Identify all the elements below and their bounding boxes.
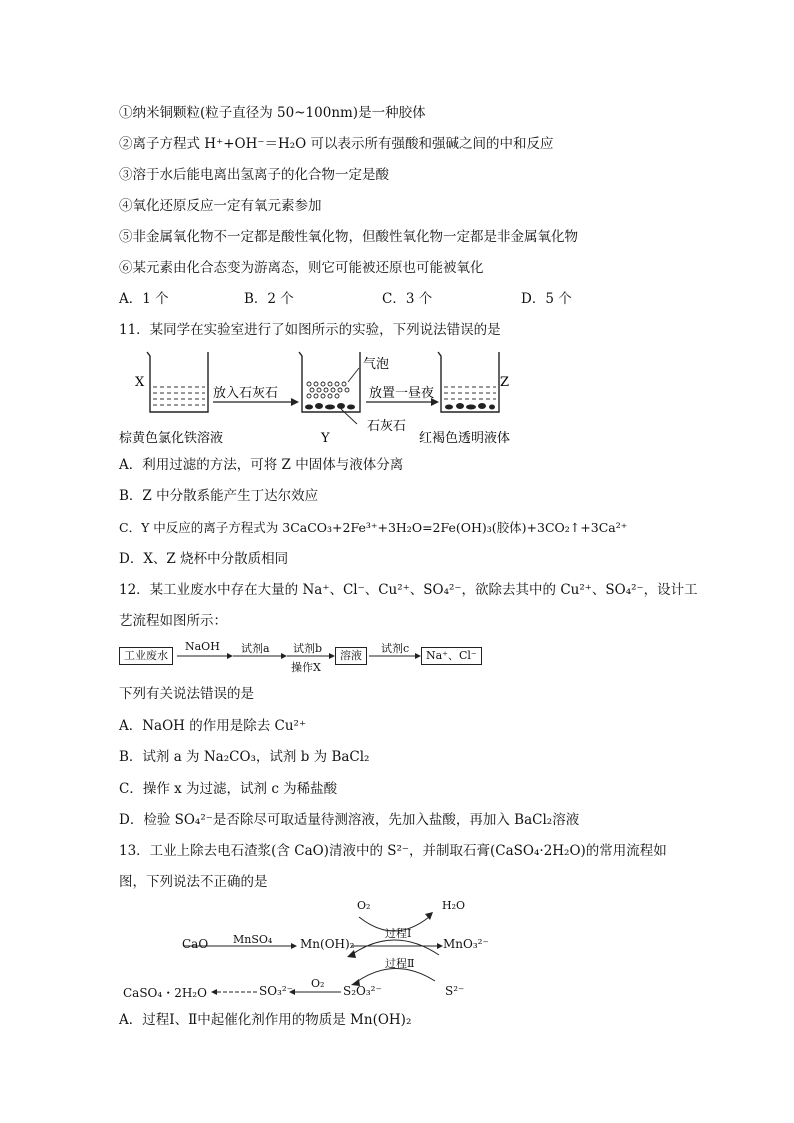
beaker-y — [299, 352, 360, 424]
q10-option-c: C．3 个 — [382, 291, 433, 307]
q11-option-a: A．利用过滤的方法，可将 Z 中固体与液体分离 — [119, 457, 404, 473]
q10-option-b: B．2 个 — [244, 291, 294, 307]
q12-flow-diagram — [119, 640, 479, 676]
flow-box-end: Na⁺、Cl⁻ — [421, 647, 482, 665]
label-so3: SO₃²⁻ — [259, 984, 294, 998]
q13-stem-line1: 13．工业上除去电石渣浆(含 CaO)清液中的 S²⁻，并制取石膏(CaSO₄·2H₂O)的常用流程如 — [119, 843, 667, 859]
label-bubble: 气泡 — [363, 357, 390, 372]
label-s2o3: S₂O₃²⁻ — [343, 984, 382, 998]
label-stone: 石灰石 — [367, 419, 407, 434]
label-mno3: MnO₃²⁻ — [443, 937, 489, 951]
q10-option-d: D．5 个 — [521, 291, 572, 307]
q13-cycle-diagram — [119, 897, 499, 1005]
label-h2o: H₂O — [442, 899, 466, 912]
flow-box-start: 工业废水 — [119, 647, 173, 665]
q12-option-c: C．操作 x 为过滤，试剂 c 为稀盐酸 — [119, 781, 338, 797]
label-mnoh2: Mn(OH)₂ — [300, 937, 355, 951]
q11-option-c: C．Y 中反应的离子方程式为 3CaCO₃+2Fe³⁺+3H₂O=2Fe(OH)₃(胶体)+3CO₂↑+3Ca²⁺ — [119, 520, 628, 535]
label-z: Z — [500, 375, 510, 390]
flow-operation-x: 操作X — [291, 661, 321, 674]
beaker-x — [147, 352, 208, 412]
q12-stem-line2: 艺流程如图所示： — [119, 613, 227, 629]
label-process-1: 过程Ⅰ — [385, 927, 412, 940]
label-x: X — [135, 375, 145, 390]
flow-reagent-c: 试剂c — [381, 642, 410, 655]
statement-2: ②离子方程式 H⁺+OH⁻＝H₂O 可以表示所有强酸和强碱之间的中和反应 — [119, 136, 554, 152]
label-cao: CaO — [182, 937, 209, 951]
q12-option-d: D．检验 SO₄²⁻是否除尽可取适量待测溶液，先加入盐酸，再加入 BaCl₂溶液 — [119, 812, 580, 828]
caption-left: 棕黄色氯化铁溶液 — [119, 431, 224, 446]
q13-option-a: A．过程Ⅰ、Ⅱ中起催化剂作用的物质是 Mn(OH)₂ — [119, 1012, 412, 1028]
label-s2: S²⁻ — [445, 984, 465, 998]
q12-option-a: A．NaOH 的作用是除去 Cu²⁺ — [119, 718, 307, 734]
label-o2-top: O₂ — [357, 899, 371, 912]
q10-option-a: A．1 个 — [119, 291, 169, 307]
statement-1: ①纳米铜颗粒(粒子直径为 50~100nm)是一种胶体 — [119, 105, 426, 121]
label-process-2: 过程Ⅱ — [385, 957, 415, 970]
label-gypsum: CaSO₄・2H₂O — [123, 986, 207, 1000]
q13-stem-line2: 图，下列说法不正确的是 — [119, 874, 268, 890]
caption-right: 红褐色透明液体 — [419, 431, 511, 446]
flow-reagent-naoh: NaOH — [185, 640, 220, 653]
statement-6: ⑥某元素由化合态变为游离态，则它可能被还原也可能被氧化 — [119, 260, 484, 276]
label-o2-bottom: O₂ — [311, 977, 325, 990]
flow-box-solution: 溶液 — [335, 647, 367, 665]
beaker-diagram — [119, 346, 539, 446]
label-mnso4: MnSO₄ — [233, 933, 273, 946]
q11-figure — [119, 346, 539, 446]
beaker-z — [438, 352, 499, 412]
q12-option-b: B．试剂 a 为 Na₂CO₃，试剂 b 为 BaCl₂ — [119, 749, 370, 765]
q11-stem: 11．某同学在实验室进行了如图所示的实验，下列说法错误的是 — [119, 322, 501, 338]
q11-option-b: B．Z 中分散系能产生丁达尔效应 — [119, 488, 319, 504]
statement-5: ⑤非金属氧化物不一定都是酸性氧化物，但酸性氧化物一定都是非金属氧化物 — [119, 229, 578, 245]
label-y: Y — [321, 431, 330, 446]
q12-question: 下列有关说法错误的是 — [119, 686, 254, 702]
q12-stem-line1: 12．某工业废水中存在大量的 Na⁺、Cl⁻、Cu²⁺、SO₄²⁻，欲除去其中的 Cu²⁺、SO₄²⁻，设计工 — [119, 582, 698, 598]
statement-3: ③溶于水后能电离出氢离子的化合物一定是酸 — [119, 167, 389, 183]
q11-option-d: D．X、Z 烧杯中分散质相同 — [119, 551, 289, 567]
statement-4: ④氧化还原反应一定有氧元素参加 — [119, 198, 322, 214]
label-arrow1: 放入石灰石 — [213, 386, 279, 401]
label-arrow2: 放置一昼夜 — [369, 386, 435, 401]
flow-reagent-b: 试剂b — [293, 642, 323, 655]
flow-reagent-a: 试剂a — [241, 642, 270, 655]
